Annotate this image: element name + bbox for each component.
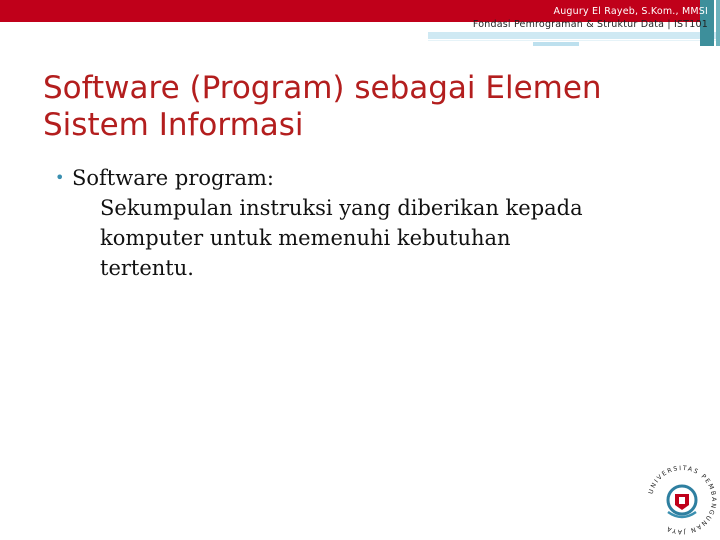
bullet-item <box>55 163 695 193</box>
slide-body <box>55 163 695 283</box>
sub-line: tertentu. <box>100 256 194 280</box>
header-teal-thin-bar <box>716 0 720 46</box>
header-stripe <box>428 40 720 41</box>
header-text <box>473 5 708 31</box>
bullet-text: Software program: <box>72 166 274 190</box>
slide-title: Software (Program) sebagai Elemen Sistem Informasi <box>43 70 602 143</box>
bullet-dot-icon: • <box>55 168 65 187</box>
course-name: Fondasi Pemrograman & Struktur Data | IST101 <box>472 19 708 30</box>
header-blue-accent <box>533 42 579 46</box>
university-logo-icon <box>644 456 720 540</box>
sub-line: komputer untuk memenuhi kebutuhan <box>100 226 511 250</box>
logo-ring-text: UNIVERSITAS PEMBANGUNAN JAYA <box>647 464 718 536</box>
header-light-blue-band <box>428 32 720 39</box>
sub-line: Sekumpulan instruksi yang diberikan kepada <box>100 196 583 220</box>
author-name: Augury El Rayeb, S.Kom., MMSI <box>553 6 708 17</box>
